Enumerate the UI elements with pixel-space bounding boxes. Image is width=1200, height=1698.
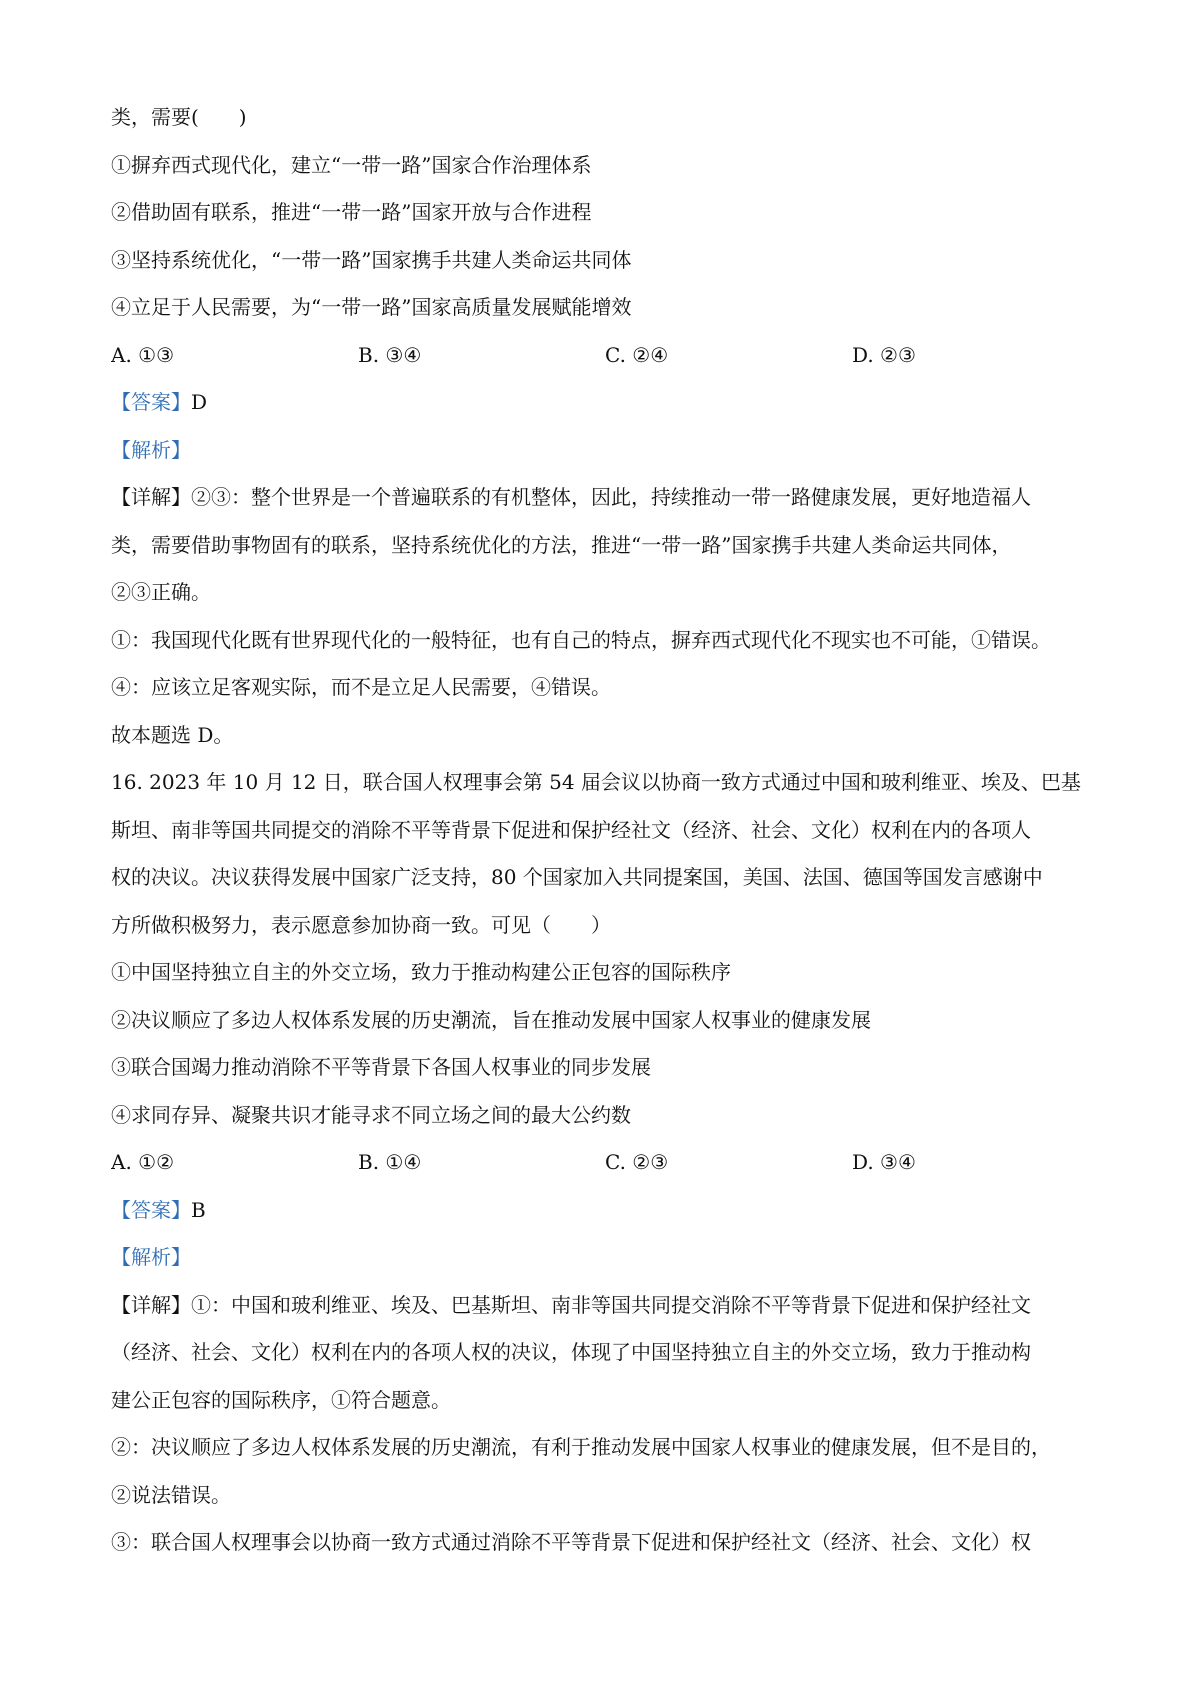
q16-detail-line-5: ②说法错误。 [111,1482,231,1507]
q16-stem-line-1: 16. 2023 年 10 月 12 日，联合国人权理事会第 54 届会议以协商一致方式通过中国和玻利维亚、埃及、巴基 [111,770,1081,794]
q16-analysis-line [111,1234,1101,1282]
q16-stem-line-2: 斯坦、南非等国共同提交的消除不平等背景下促进和保护经社文（经济、社会、文化）权利在内的各项人 [111,817,1031,842]
q15-statement-3: ③坚持系统优化，“一带一路”国家携手共建人类命运共同体 [111,247,632,272]
q16-stem-line-3: 权的决议。决议获得发展中国家广泛支持，80 个国家加入共同提案国，美国、法国、德国等国发言感谢中 [111,865,1043,889]
q15-stem-tail: 类，需要( ) [111,105,247,129]
q15-option-c: C. ②④ [605,342,669,367]
q16-statement-3: ③联合国竭力推动消除不平等背景下各国人权事业的同步发展 [111,1055,651,1079]
q15-answer-line [111,379,1101,427]
q15-analysis-tag: 【解析】 [111,437,191,462]
q15-detail-line-3: ②③正确。 [111,580,211,604]
q15-detail-tag: 【详解】 [111,485,191,509]
q16-detail-line-2: （经济、社会、文化）权利在内的各项人权的决议，体现了中国坚持独立自主的外交立场，致力于推动构 [111,1340,1031,1364]
q16-statement-1: ①中国坚持独立自主的外交立场，致力于推动构建公正包容的国际秩序 [111,960,731,984]
q15-statement-4: ④立足于人民需要，为“一带一路”国家高质量发展赋能增效 [111,295,632,319]
q15-answer-tag: 【答案】 [111,390,191,414]
q16-option-a: A. ①② [111,1150,175,1174]
q16-detail-line-6: ③：联合国人权理事会以协商一致方式通过消除不平等背景下促进和保护经社文（经济、社会、文化）权 [111,1530,1031,1554]
q15-options [111,332,1101,380]
q16-detail-line-1 [111,1282,1101,1330]
q16-statement-4: ④求同存异、凝聚共识才能寻求不同立场之间的最大公约数 [111,1102,631,1127]
page-content [111,94,1101,1567]
q15-statement-2: ②借助固有联系，推进“一带一路”国家开放与合作进程 [111,200,592,224]
q15-option-b: B. ③④ [358,342,422,367]
q15-detail-line-1 [111,474,1101,522]
q15-option-d: D. ②③ [852,342,916,367]
q16-detail-text-1: ①：中国和玻利维亚、埃及、巴基斯坦、南非等国共同提交消除不平等背景下促进和保护经社文 [191,1292,1031,1317]
q15-analysis-line [111,427,1101,475]
q16-detail-line-4: ②：决议顺应了多边人权体系发展的历史潮流，有利于推动发展中国家人权事业的健康发展，但不是目的， [111,1435,1051,1459]
q15-detail-text-1: ②③：整个世界是一个普遍联系的有机整体，因此，持续推动一带一路健康发展，更好地造福人 [191,485,1031,509]
q16-option-d: D. ③④ [852,1150,916,1174]
q15-detail-line-2: 类，需要借助事物固有的联系，坚持系统优化的方法，推进“一带一路”国家携手共建人类命运共同体， [111,532,1012,557]
q15-conclusion: 故本题选 D。 [111,722,234,747]
q16-answer-line [111,1187,1101,1235]
q15-answer-value: D [191,390,208,414]
q16-options [111,1139,1101,1187]
q15-detail-line-4: ①：我国现代化既有世界现代化的一般特征，也有自己的特点，摒弃西式现代化不现实也不可能，①错误。 [111,627,1051,652]
q16-statement-2: ②决议顺应了多边人权体系发展的历史潮流，旨在推动发展中国家人权事业的健康发展 [111,1007,871,1032]
q16-answer-tag: 【答案】 [111,1197,191,1222]
q16-option-c: C. ②③ [605,1150,669,1174]
q16-stem-line-4: 方所做积极努力，表示愿意参加协商一致。可见（ ） [111,912,611,937]
q16-detail-line-3: 建公正包容的国际秩序，①符合题意。 [111,1387,451,1412]
q16-analysis-tag: 【解析】 [111,1245,191,1269]
q16-detail-tag: 【详解】 [111,1292,191,1317]
q16-answer-value: B [191,1197,206,1222]
q16-option-b: B. ①④ [358,1150,422,1174]
q15-detail-line-5: ④：应该立足客观实际，而不是立足人民需要，④错误。 [111,675,611,699]
q15-option-a: A. ①③ [111,342,175,367]
q15-statement-1: ①摒弃西式现代化，建立“一带一路”国家合作治理体系 [111,152,592,177]
